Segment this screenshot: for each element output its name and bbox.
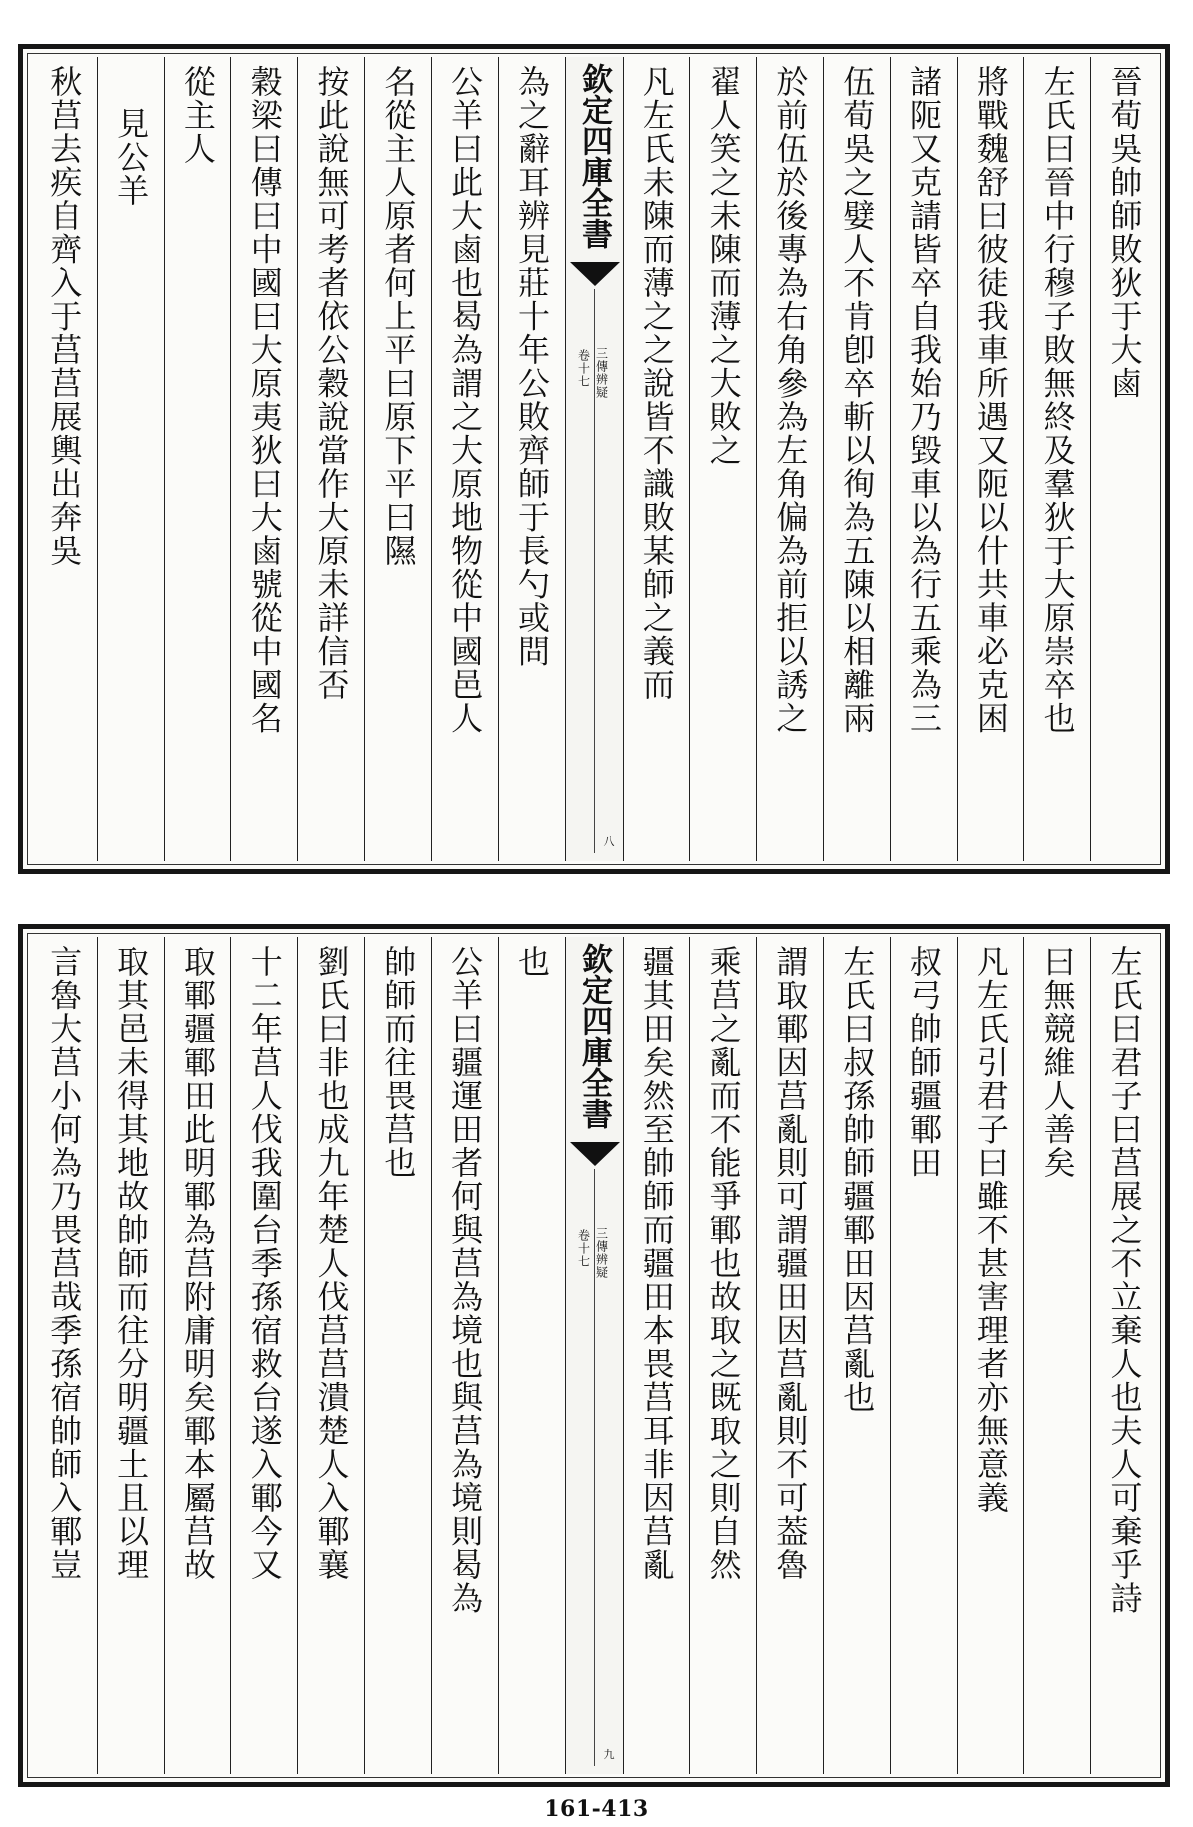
column-text: 十二年莒人伐我圍台季孫宿救台遂入鄆今又 bbox=[245, 945, 284, 1582]
text-column bbox=[890, 57, 957, 861]
top-columns bbox=[31, 57, 1157, 861]
column-text: 劉氏曰非也成九年楚人伐莒莒潰楚人入鄆襄 bbox=[312, 945, 351, 1582]
text-column bbox=[957, 57, 1024, 861]
column-text: 穀梁曰傳曰中國曰大原夷狄曰大鹵號從中國名 bbox=[245, 65, 284, 735]
column-text: 帥師而往畏莒也 bbox=[379, 945, 418, 1180]
column-text: 諸阨又克請皆卒自我始乃毀車以為行五乘為三 bbox=[905, 65, 944, 735]
text-column bbox=[756, 57, 823, 861]
text-column bbox=[297, 57, 364, 861]
text-column bbox=[890, 937, 957, 1774]
text-column bbox=[689, 57, 756, 861]
page-number: 161-413 bbox=[544, 1796, 649, 1822]
column-text: 謂取鄆因莒亂則可謂疆田因莒亂則不可葢魯 bbox=[771, 945, 810, 1582]
column-text: 左氏曰君子曰莒展之不立棄人也夫人可棄乎詩 bbox=[1105, 945, 1144, 1615]
center-gutter bbox=[565, 57, 623, 861]
text-column bbox=[230, 57, 297, 861]
fish-tail-mark bbox=[570, 262, 620, 286]
column-text: 凡左氏未陳而薄之之說皆不識敗某師之義而 bbox=[637, 65, 676, 702]
text-column bbox=[1023, 57, 1090, 861]
text-column bbox=[498, 57, 565, 861]
text-column bbox=[1023, 937, 1090, 1774]
column-text: 按此說無可考者依公穀說當作大原未詳信否 bbox=[312, 65, 351, 702]
column-text: 見公羊 bbox=[112, 107, 151, 208]
text-column bbox=[297, 937, 364, 1774]
column-text: 公羊曰疆運田者何與莒為境也與莒為境則曷為 bbox=[446, 945, 485, 1615]
bottom-half-folio bbox=[18, 924, 1170, 1787]
gutter-leaf-number: 八 bbox=[603, 835, 615, 848]
column-text: 晉荀吳帥師敗狄于大鹵 bbox=[1105, 65, 1144, 400]
column-text: 凡左氏引君子曰雖不甚害理者亦無意義 bbox=[971, 945, 1010, 1515]
text-column bbox=[97, 937, 164, 1774]
column-text: 公羊曰此大鹵也曷為謂之大原地物從中國邑人 bbox=[446, 65, 485, 735]
column-text: 將戰魏舒曰彼徒我車所遇又阨以什共車必克困 bbox=[971, 65, 1010, 735]
gutter-volume: 卷十七 bbox=[576, 349, 591, 388]
column-text: 左氏曰晉中行穆子敗無終及羣狄于大原崇卒也 bbox=[1038, 65, 1077, 735]
column-text: 乘莒之亂而不能爭鄆也故取之既取之則自然 bbox=[704, 945, 743, 1582]
gutter-book-title: 三傳辨疑 bbox=[594, 1227, 609, 1279]
column-text: 翟人笑之未陳而薄之大敗之 bbox=[704, 65, 743, 467]
column-text: 取鄆疆鄆田此明鄆為莒附庸明矣鄆本屬莒故 bbox=[178, 945, 217, 1582]
gutter-title: 欽定四庫全書 bbox=[576, 943, 613, 1129]
text-column bbox=[364, 937, 431, 1774]
text-column bbox=[31, 937, 97, 1774]
text-column bbox=[623, 57, 690, 861]
column-text: 伍荀吳之嬖人不肯卽卒斬以徇為五陳以相離兩 bbox=[838, 65, 877, 735]
column-text: 名從主人原者何上平曰原下平曰隰 bbox=[379, 65, 418, 568]
text-column bbox=[823, 57, 890, 861]
text-column bbox=[31, 57, 97, 861]
text-column bbox=[1090, 937, 1157, 1774]
text-column bbox=[230, 937, 297, 1774]
text-column bbox=[164, 57, 231, 861]
gutter-leaf-number: 九 bbox=[603, 1748, 615, 1761]
text-column bbox=[164, 937, 231, 1774]
top-half-folio bbox=[18, 44, 1170, 874]
center-gutter bbox=[565, 937, 623, 1774]
column-text: 秋莒去疾自齊入于莒莒展輿出奔吳 bbox=[45, 65, 84, 568]
text-column bbox=[623, 937, 690, 1774]
column-text: 疆其田矣然至帥師而疆田本畏莒耳非因莒亂 bbox=[637, 945, 676, 1582]
text-column bbox=[431, 57, 498, 861]
column-text: 也 bbox=[512, 945, 551, 979]
text-column bbox=[756, 937, 823, 1774]
text-column bbox=[689, 937, 756, 1774]
column-text: 左氏曰叔孫帥師疆鄆田因莒亂也 bbox=[838, 945, 877, 1414]
text-column bbox=[97, 57, 164, 861]
column-text: 言魯大莒小何為乃畏莒哉季孫宿帥師入鄆豈 bbox=[45, 945, 84, 1582]
gutter-volume: 卷十七 bbox=[576, 1229, 591, 1268]
gutter-title: 欽定四庫全書 bbox=[576, 63, 613, 249]
gutter-book-title: 三傳辨疑 bbox=[594, 347, 609, 399]
text-column bbox=[431, 937, 498, 1774]
text-column bbox=[823, 937, 890, 1774]
column-text: 取其邑未得其地故帥師而往分明疆土且以理 bbox=[112, 945, 151, 1582]
column-text: 曰無競維人善矣 bbox=[1038, 945, 1077, 1180]
text-column bbox=[498, 937, 565, 1774]
text-column bbox=[1090, 57, 1157, 861]
text-column bbox=[957, 937, 1024, 1774]
fish-tail-mark bbox=[570, 1142, 620, 1166]
text-column bbox=[364, 57, 431, 861]
column-text: 為之辭耳辨見莊十年公敗齊師于長勺或問 bbox=[512, 65, 551, 668]
column-text: 從主人 bbox=[178, 65, 217, 166]
column-text: 叔弓帥師疆鄆田 bbox=[905, 945, 944, 1180]
bottom-columns bbox=[31, 937, 1157, 1774]
column-text: 於前伍於後專為右角參為左角偏為前拒以誘之 bbox=[771, 65, 810, 735]
